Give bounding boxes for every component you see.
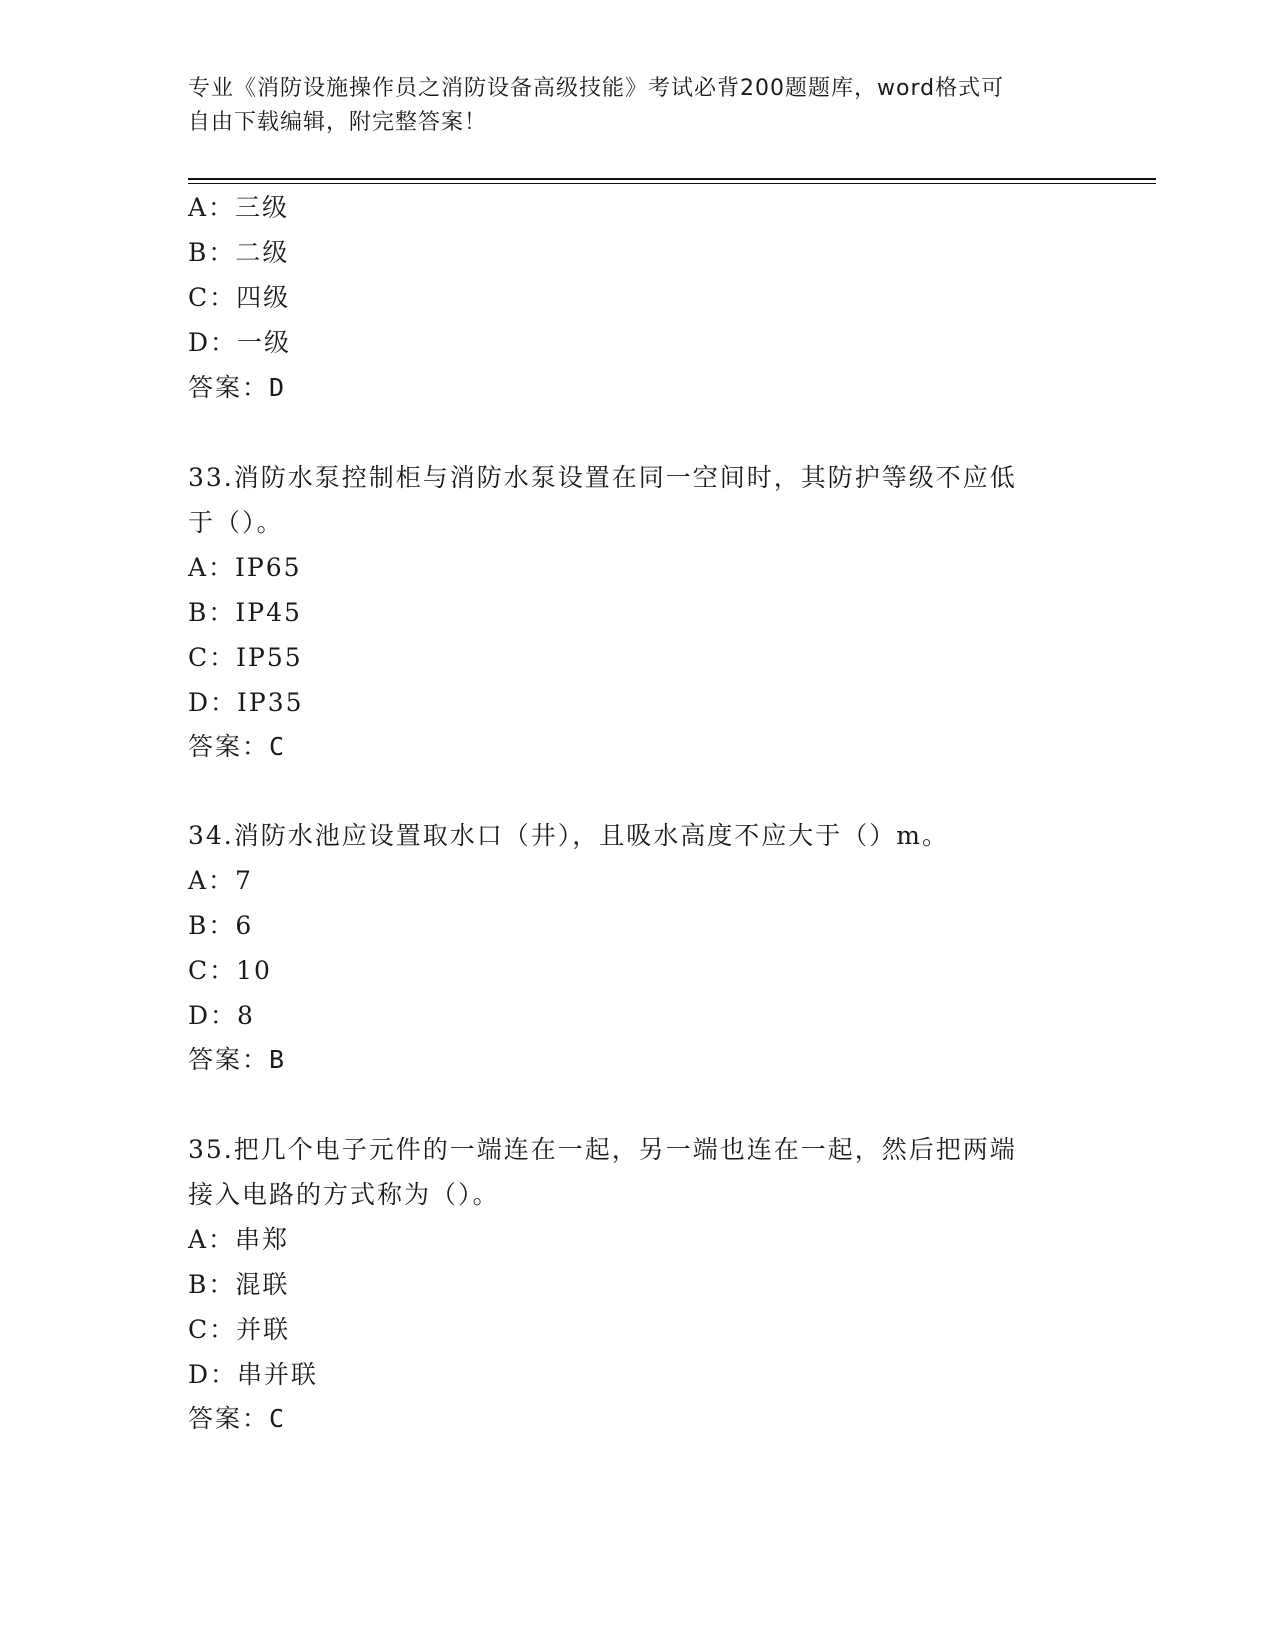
q35-answer-label: 答案： xyxy=(188,1404,270,1433)
q33-option-a: A：IP65 xyxy=(188,553,302,582)
q34-answer-value: B xyxy=(269,1045,287,1074)
header-divider-thin xyxy=(188,183,1156,184)
q35-option-a: A：串郑 xyxy=(188,1225,290,1254)
q35-option-d: D：串并联 xyxy=(188,1360,319,1389)
q33-option-d: D：IP35 xyxy=(188,688,304,717)
q35-answer-value: C xyxy=(269,1404,287,1433)
q34-answer xyxy=(188,1043,286,1077)
q32-answer-value: D xyxy=(269,373,287,402)
q34-option-b: B：6 xyxy=(188,911,254,940)
q34-option-d: D：8 xyxy=(188,1001,255,1030)
q34-option-a: A：7 xyxy=(188,866,253,895)
q32-option-a: A：三级 xyxy=(188,193,290,222)
q33-answer-label: 答案： xyxy=(188,732,270,761)
q33-option-b: B：IP45 xyxy=(188,598,302,627)
q32-option-b: B：二级 xyxy=(188,238,290,267)
header-line-2: 自由下载编辑，附完整答案！ xyxy=(188,110,488,135)
q32-option-c: C：四级 xyxy=(188,283,291,312)
q33-answer-value: C xyxy=(269,732,287,761)
q32-answer-label: 答案： xyxy=(188,373,270,402)
q32-answer xyxy=(188,371,286,405)
q35-stem-line-1: 35.把几个电子元件的一端连在一起，另一端也连在一起，然后把两端 xyxy=(188,1135,1017,1164)
q34-stem-line-1: 34.消防水池应设置取水口（井），且吸水高度不应大于（）m。 xyxy=(188,821,949,850)
q35-answer xyxy=(188,1402,286,1436)
q32-option-d: D：一级 xyxy=(188,328,292,357)
q35-option-c: C：并联 xyxy=(188,1315,291,1344)
header-line-1: 专业《消防设施操作员之消防设备高级技能》考试必背200题题库，word格式可 xyxy=(188,76,1005,101)
q34-answer-label: 答案： xyxy=(188,1045,270,1074)
q35-option-b: B：混联 xyxy=(188,1270,290,1299)
q33-answer xyxy=(188,730,286,764)
document-header xyxy=(188,72,1088,140)
q35-stem-line-2: 接入电路的方式称为（）。 xyxy=(188,1180,500,1209)
q33-stem-line-2: 于（）。 xyxy=(188,508,284,537)
q34-option-c: C：10 xyxy=(188,956,272,985)
header-divider-thick xyxy=(188,178,1156,180)
q33-option-c: C：IP55 xyxy=(188,643,303,672)
q33-stem-line-1: 33.消防水泵控制柜与消防水泵设置在同一空间时，其防护等级不应低 xyxy=(188,463,1017,492)
